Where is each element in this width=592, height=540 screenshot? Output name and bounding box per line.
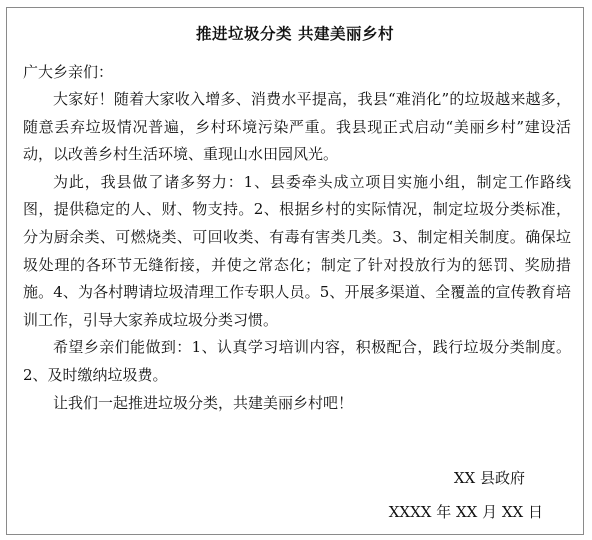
date: XXXX 年 XX 月 XX 日 — [388, 503, 543, 521]
document-page — [6, 7, 584, 535]
paragraph-1: 大家好！随着大家收入增多、消费水平提高，我县“难消化”的垃圾越来越多，随意丢弃垃圾情况普遍，乡村环境污染严重。我县现正式启动“美丽乡村”建设活动，以改善乡村生活环境、重现山水田园风光。 — [23, 90, 571, 164]
paragraph-2: 为此，我县做了诸多努力：1、县委牵头成立项目实施小组，制定工作路线图，提供稳定的人、财、物支持。2、根据乡村的实际情况，制定垃圾分类标准，分为厨余类、可燃烧类、可回收类、有毒有害类几类。3、制定相关制度。确保垃圾处理的各环节无缝衔接，并使之常态化；制定了针对投放行为的惩罚、奖励措施。4、为各村聘请垃圾清理工作专职人员。5、开展多渠道、全覆盖的宣传教育培训工作，引导大家养成垃圾分类习惯。 — [23, 172, 571, 329]
paragraph-3: 希望乡亲们能做到：1、认真学习培训内容，积极配合，践行垃圾分类制度。2、及时缴纳垃圾费。 — [23, 338, 571, 384]
signature: XX 县政府 — [453, 469, 525, 487]
document-body — [23, 86, 571, 417]
paragraph-4: 让我们一起推进垃圾分类，共建美丽乡村吧！ — [53, 393, 354, 412]
document-title: 推进垃圾分类 共建美丽乡村 — [196, 25, 394, 43]
salutation: 广大乡亲们： — [23, 63, 114, 81]
